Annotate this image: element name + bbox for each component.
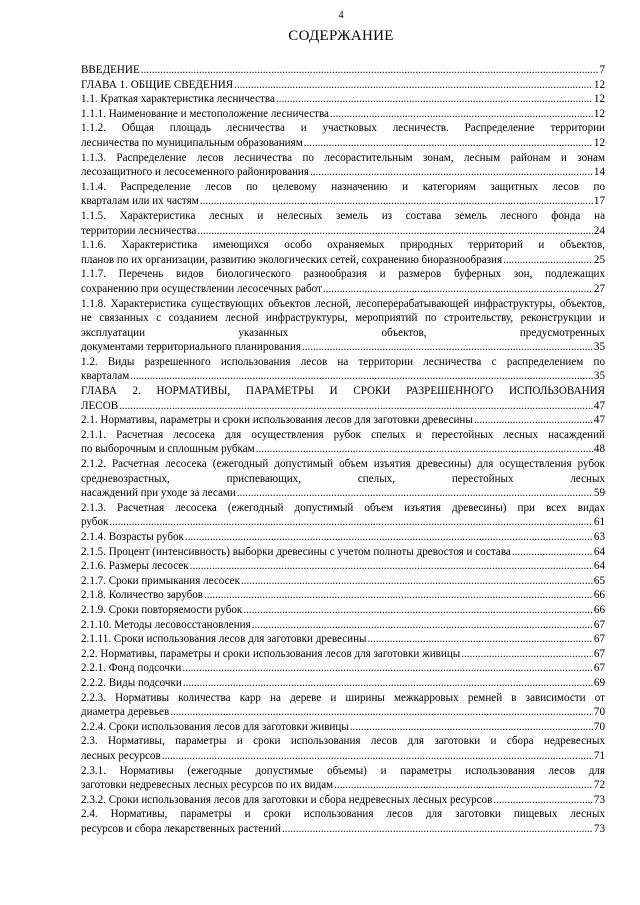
toc-entry-title-continued: заготовки недревесных лесных ресурсов по их видам [81, 779, 334, 792]
toc-entry-title-continued: насаждений при уходе за лесами [81, 487, 236, 500]
toc-page-number: 59 [593, 487, 605, 500]
toc-page-number: 70 [593, 720, 605, 733]
dot-leader [323, 282, 593, 297]
toc-entry-title: 2.3.2. Сроки использования лесов для заготовки и сбора недревесных лесных ресурсов [81, 793, 493, 806]
toc-entry[interactable] [81, 92, 605, 107]
toc-entry[interactable] [81, 691, 605, 720]
dot-leader [503, 253, 593, 268]
toc-entry-title: ВВЕДЕНИЕ [81, 64, 140, 76]
dot-leader [130, 369, 593, 384]
toc-entry[interactable] [81, 618, 605, 633]
toc-entry-title: 2.2.1. Фонд подсочки [81, 662, 182, 675]
toc-page-number: 35 [593, 341, 605, 354]
dot-leader [185, 530, 593, 545]
toc-entry-title: 1.1.2. Общая площадь лесничества и участковых лесничеств. Распределение территории [81, 122, 605, 135]
dot-leader [190, 559, 593, 574]
toc-page-number: 67 [593, 633, 605, 646]
toc-entry[interactable] [81, 764, 605, 793]
dot-leader [252, 618, 593, 633]
dot-leader [330, 107, 593, 122]
table-of-contents [81, 63, 605, 836]
toc-entry[interactable] [81, 559, 605, 574]
dot-leader [276, 92, 593, 107]
toc-entry[interactable] [81, 413, 605, 428]
dot-leader [234, 78, 593, 93]
toc-entry[interactable] [81, 428, 605, 457]
toc-entry-title: 2.1.10. Методы лесовосстановления [81, 618, 251, 631]
toc-entry-title: 2.1.4. Возрасты рубок [81, 531, 184, 543]
toc-page-number: 12 [593, 136, 605, 149]
toc-page-number: 35 [593, 370, 605, 383]
toc-entry-title: 1.1.8. Характеристика существующих объектов лесной, лесоперерабатывающей инфраструктуры, объектов, не связанных с созданием лесной инфраструктуры, мероприятий по строительству, реконструкции и эксплуатации указанных объектов, предусмотренных [81, 297, 605, 339]
toc-entry[interactable] [81, 793, 605, 808]
toc-entry[interactable] [81, 734, 605, 763]
toc-entry-title: ГЛАВА 1. ОБЩИЕ СВЕДЕНИЯ [81, 78, 234, 91]
toc-page-number: 24 [593, 224, 605, 237]
toc-entry[interactable] [81, 121, 605, 150]
toc-entry-title-continued: лесозащитного и лесосеменного районирования [81, 166, 309, 179]
dot-leader [461, 647, 593, 662]
toc-entry[interactable] [81, 676, 605, 691]
toc-entry-title: 2.2.4. Сроки использования лесов для заготовки живицы [81, 720, 349, 733]
toc-page-number: 70 [593, 706, 605, 719]
toc-entry[interactable] [81, 545, 605, 560]
dot-leader [334, 778, 593, 793]
toc-entry-title: 1.1.7. Перечень видов биологического разнообразия и размеров буферных зон, подлежащих [81, 268, 605, 281]
dot-leader [183, 676, 593, 691]
toc-page-number: 12 [593, 93, 605, 106]
toc-entry[interactable] [81, 107, 605, 122]
toc-entry-title: 2.1.11. Сроки использования лесов для заготовки древесины [81, 633, 367, 646]
toc-entry[interactable] [81, 603, 605, 618]
dot-leader [141, 63, 599, 78]
toc-page-number: 12 [593, 78, 605, 91]
toc-entry-title: ГЛАВА 2. НОРМАТИВЫ, ПАРАМЕТРЫ И СРОКИ РАЗРЕШЕННОГО ИСПОЛЬЗОВАНИЯ [81, 385, 605, 398]
toc-entry-title-continued: территории лесничества [81, 224, 197, 237]
toc-entry-title-continued: кварталам или их частям [81, 195, 199, 208]
toc-entry-title: 2.1.1. Расчетная лесосека для осуществления рубок спелых и перестойных лесных насаждений [81, 428, 605, 441]
toc-page-number: 67 [593, 647, 605, 660]
toc-entry-title-continued: рубок [81, 516, 109, 529]
toc-entry-title: 1.1.5. Характеристика лесных и нелесных земель из состава земель лесного фонда на [81, 209, 605, 222]
toc-entry-title: 1.1.1. Наименование и местоположение лесничества [81, 107, 329, 120]
toc-page-number: 66 [593, 589, 605, 602]
toc-page-number: 27 [593, 282, 605, 295]
toc-entry[interactable] [81, 355, 605, 384]
toc-page-number: 73 [593, 822, 605, 835]
toc-entry-title: 2.1.2. Расчетная лесосека (ежегодный допустимый объем изъятия древесины) для осуществления рубок средневозрастных, приспевающих, спелых, перестойных лесных [81, 458, 605, 485]
toc-entry-title: 1.1.6. Характеристика имеющихся особо охраняемых природных территорий и объектов, [81, 239, 605, 252]
toc-entry[interactable] [81, 63, 605, 78]
dot-leader [170, 705, 593, 720]
toc-page-number: 69 [593, 676, 605, 689]
toc-entry-title: 2.1.8. Количество зарубов [81, 589, 204, 602]
toc-page-number: 12 [593, 107, 605, 120]
toc-page-number: 66 [593, 603, 605, 616]
toc-page-number: 63 [593, 531, 605, 543]
dot-leader [256, 442, 593, 457]
toc-page-number: 7 [599, 64, 605, 76]
page-title: СОДЕРЖАНИЕ [288, 28, 394, 44]
toc-page-number: 14 [593, 166, 605, 179]
toc-entry-title: 2.4. Нормативы, параметры и сроки использования лесов для заготовки пищевых лесных [81, 808, 605, 821]
dot-leader [197, 224, 593, 239]
toc-page-number: 47 [593, 414, 605, 427]
toc-entry-title: 2.1.7. Сроки примыкания лесосек [81, 574, 240, 587]
dot-leader [162, 749, 593, 764]
dot-leader [302, 340, 593, 355]
toc-entry[interactable] [81, 661, 605, 676]
toc-entry[interactable] [81, 384, 605, 413]
dot-leader [474, 413, 593, 428]
toc-entry-title: 1.1.3. Распределение лесов лесничества по лесорастительным зонам, лесным районам и зонам [81, 151, 605, 164]
toc-entry-title-continued: сохранению при осуществлении лесосечных работ [81, 282, 322, 295]
toc-page-number: 64 [593, 560, 605, 573]
toc-page-number: 67 [593, 618, 605, 631]
toc-entry-title: 1.1.4. Распределение лесов по целевому назначению и категориям защитных лесов по [81, 180, 605, 193]
toc-entry-title: 2.1.6. Размеры лесосек [81, 560, 189, 573]
toc-entry-title: 2.1.5. Процент (интенсивность) выборки древесины с учетом полноты древостоя и состава [81, 545, 511, 558]
dot-leader [493, 793, 593, 808]
toc-entry[interactable] [81, 588, 605, 603]
toc-page-number: 47 [593, 399, 605, 412]
dot-leader [241, 574, 593, 589]
toc-entry[interactable] [81, 267, 605, 296]
dot-leader [350, 720, 593, 735]
toc-page-number: 61 [593, 516, 605, 529]
toc-entry[interactable] [81, 151, 605, 180]
toc-page-number: 72 [593, 779, 605, 792]
dot-leader [512, 545, 593, 560]
toc-entry-title-continued: планов по их организации, развитию экологических сетей, сохранению биоразнообразия [81, 253, 503, 266]
dot-leader [304, 136, 593, 151]
toc-page-number: 73 [593, 793, 605, 806]
toc-entry-title: 2.3.1. Нормативы (ежегодные допустимые объемы) и параметры использования лесов для [81, 764, 605, 777]
toc-entry-title-continued: кварталам [81, 370, 130, 383]
toc-entry[interactable] [81, 297, 605, 355]
dot-leader [367, 632, 592, 647]
toc-entry-title-continued: диаметра деревьев [81, 706, 170, 719]
toc-entry[interactable] [81, 720, 605, 735]
dot-leader [119, 399, 593, 414]
toc-page-number: 71 [593, 749, 605, 762]
dot-leader [237, 486, 593, 501]
toc-entry-title-continued: лесничества по муниципальным образованиям [81, 136, 303, 149]
toc-entry-title-continued: ресурсов и сбора лекарственных растений [81, 822, 281, 835]
toc-entry[interactable] [81, 632, 605, 647]
toc-entry-title-continued: лесных ресурсов [81, 749, 161, 762]
dot-leader [200, 194, 593, 209]
toc-entry[interactable] [81, 574, 605, 589]
toc-entry-title-continued: ЛЕСОВ [81, 399, 119, 412]
dot-leader [182, 661, 593, 676]
toc-page-number: 65 [593, 574, 605, 587]
toc-entry-title: 2.3. Нормативы, параметры и сроки использования лесов для заготовки и сбора недревесных [81, 735, 605, 748]
toc-entry-title-continued: документами территориального планирования [81, 341, 301, 354]
toc-entry[interactable] [81, 238, 605, 267]
toc-entry[interactable] [81, 180, 605, 209]
toc-entry[interactable] [81, 457, 605, 501]
toc-entry[interactable] [81, 807, 605, 836]
dot-leader [310, 165, 593, 180]
toc-entry-title: 2.2. Нормативы, параметры и сроки использования лесов для заготовки живицы [81, 647, 461, 660]
toc-entry-title: 2.1.3. Расчетная лесосека (ежегодный допустимый объем изъятия древесины) при всех видах [81, 501, 605, 514]
toc-entry-title: 2.2.2. Виды подсочки [81, 676, 182, 689]
toc-entry-title-continued: по выборочным и сплошным рубкам [81, 443, 255, 456]
dot-leader [243, 603, 593, 618]
toc-page-number: 48 [593, 443, 605, 456]
page-number: 4 [338, 10, 344, 21]
toc-page-number: 17 [593, 195, 605, 208]
toc-entry-title: 2.2.3. Нормативы количества карр на дереве и ширины межкарровых ремней в зависимости от [81, 691, 605, 704]
dot-leader [204, 588, 593, 603]
toc-entry[interactable] [81, 501, 605, 530]
toc-entry[interactable] [81, 209, 605, 238]
toc-entry-title: 1.1. Краткая характеристика лесничества [81, 93, 275, 106]
toc-entry[interactable] [81, 78, 605, 93]
dot-leader [109, 515, 593, 530]
toc-entry-title: 1.2. Виды разрешенного использования лесов на территории лесничества с распределением по [81, 355, 605, 368]
toc-page-number: 64 [593, 545, 605, 558]
dot-leader [282, 822, 593, 837]
toc-entry[interactable] [81, 530, 605, 545]
toc-entry-title: 2.1. Нормативы, параметры и сроки использования лесов для заготовки древесины [81, 414, 473, 427]
toc-entry[interactable] [81, 647, 605, 662]
toc-page-number: 25 [593, 253, 605, 266]
toc-page-number: 67 [593, 662, 605, 675]
toc-entry-title: 2.1.9. Сроки повторяемости рубок [81, 603, 243, 616]
